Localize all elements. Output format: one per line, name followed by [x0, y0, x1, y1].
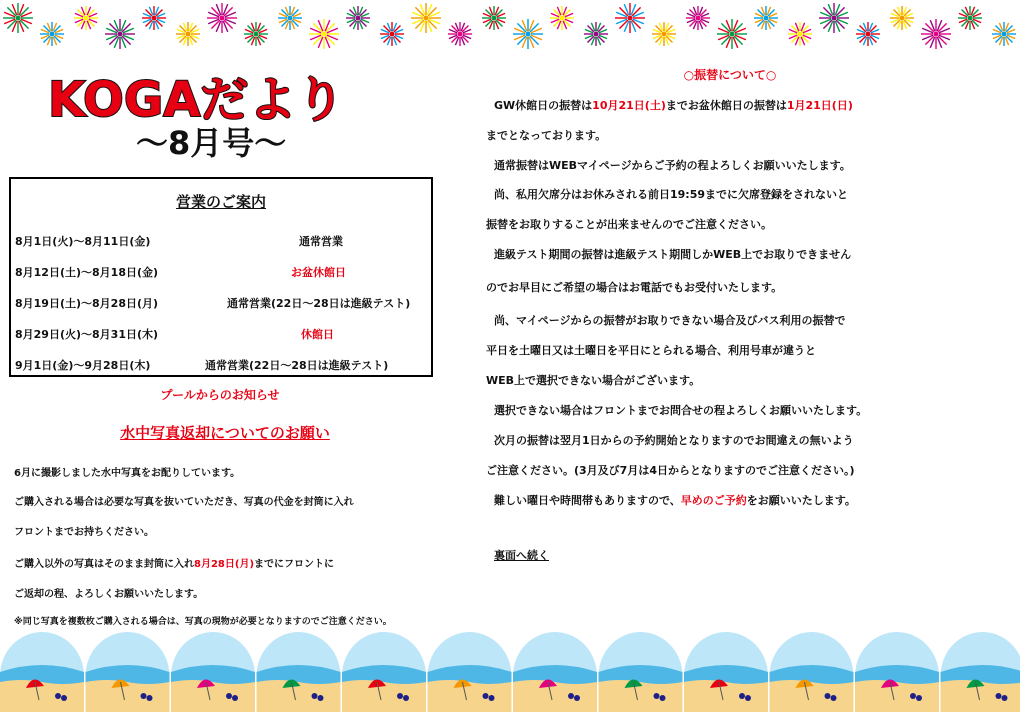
firework-icon: [482, 6, 506, 30]
beach-scene-icon: [513, 632, 597, 712]
firework-icon: [754, 6, 778, 30]
beach-scene-icon: [941, 632, 1020, 712]
firework-icon: [615, 3, 645, 33]
transfer-segment: をお願いいたします。: [746, 494, 856, 507]
transfer-heading: ○振替について○: [683, 68, 777, 82]
firework-icon: [717, 19, 747, 49]
firework-icon: [207, 3, 237, 33]
transfer-segment: 難しい曜日や時間帯もありますので、: [494, 494, 681, 507]
firework-icon: [890, 6, 914, 30]
photo-return-title: 水中写真返却についてのお願い: [120, 424, 330, 442]
firework-icon: [346, 6, 370, 30]
beach-scene-icon: [855, 632, 939, 712]
pool-note: ※同じ写真を複数枚ご購入される場合は、写真の現物が必要となりますのでご注意ください。: [14, 617, 392, 627]
transfer-segment: までお盆休館日の振替は: [665, 99, 787, 112]
firework-icon: [142, 6, 166, 30]
hours-status: 通常営業(22日〜28日は進級テスト): [227, 297, 411, 310]
fireworks-border: [0, 0, 1020, 62]
firework-icon: [819, 3, 849, 33]
pool-notice-heading: プールからのお知らせ: [160, 388, 280, 402]
hours-row: [15, 295, 427, 313]
beach-scene-icon: [86, 632, 170, 712]
beach-scene-icon: [257, 632, 341, 712]
firework-icon: [74, 6, 98, 30]
pool-text-line: ご返却の程、よろしくお願いいたします。: [14, 589, 204, 600]
beach-scene-icon: [428, 632, 512, 712]
firework-icon: [992, 22, 1016, 46]
hours-dates: 8月1日(火)〜8月11日(金): [15, 235, 151, 248]
firework-icon: [584, 22, 608, 46]
firework-icon: [309, 19, 339, 49]
firework-icon: [788, 22, 812, 46]
beach-scene-icon: [342, 632, 426, 712]
transfer-line: [494, 492, 856, 508]
hours-heading: 営業のご案内: [175, 193, 266, 211]
firework-icon: [448, 22, 472, 46]
transfer-line: ご注意ください。(3月及び7月は4日からとなりますのでご注意ください。): [486, 464, 855, 477]
firework-icon: [686, 6, 710, 30]
transfer-line: 次月の振替は翌月1日からの予約開始となりますのでお間違えの無いよう: [494, 434, 854, 447]
pool-text-line: ご購入される場合は必要な写真を抜いていただき、写真の代金を封筒に入れ: [14, 497, 354, 508]
beach-scene-icon: [770, 632, 854, 712]
transfer-line: 尚、私用欠席分はお休みされる前日19:59までに欠席登録をされないと: [494, 188, 849, 201]
transfer-line: 平日を土曜日又は土曜日を平日にとられる場合、利用号車が違うと: [486, 344, 816, 357]
beach-scene-icon: [684, 632, 768, 712]
firework-icon: [105, 19, 135, 49]
firework-icon: [550, 6, 574, 30]
beach-scene-icon: [599, 632, 683, 712]
early-reservation: 早めのご予約: [680, 494, 747, 507]
transfer-line: 進級テスト期間の振替は進級テスト期間しかWEB上でお取りできません: [494, 248, 852, 261]
transfer-line: までとなっております。: [486, 129, 607, 142]
hours-dates: 9月1日(金)〜9月28日(木): [15, 359, 151, 372]
beach-scene-icon: [171, 632, 255, 712]
hours-status: 通常営業: [299, 235, 343, 248]
hours-dates: 8月12日(土)〜8月18日(金): [15, 266, 159, 279]
pool-text-segment: までにフロントに: [254, 559, 335, 570]
beach-border: [0, 620, 1020, 712]
firework-icon: [856, 22, 880, 46]
business-hours-box: [9, 177, 433, 377]
firework-icon: [40, 22, 64, 46]
beach-scene-icon: [0, 632, 84, 712]
transfer-line: 選択できない場合はフロントまでお問合せの程よろしくお願いいたします。: [494, 404, 868, 417]
transfer-line: WEB上で選択できない場合がございます。: [486, 374, 701, 387]
pool-text-segment: ご購入以外の写真はそのまま封筒に入れ: [14, 559, 194, 570]
firework-icon: [176, 22, 200, 46]
hours-dates: 8月19日(土)〜8月28日(月): [15, 297, 159, 310]
return-deadline: 8月28日(月): [194, 559, 255, 570]
hours-row: [15, 357, 427, 375]
firework-icon: [958, 6, 982, 30]
title-sub: 〜8月号〜: [136, 124, 287, 162]
pool-text-line: フロントまでお持ちください。: [14, 527, 154, 538]
obon-deadline: 1月21日(日): [786, 99, 853, 112]
firework-icon: [3, 3, 33, 33]
firework-icon: [278, 6, 302, 30]
transfer-line: 通常振替はWEBマイページからご予約の程よろしくお願いいたします。: [494, 159, 851, 172]
hours-row: [15, 326, 427, 344]
firework-icon: [513, 19, 543, 49]
continued-on-back: 裏面へ続く: [494, 549, 549, 562]
hours-dates: 8月29日(火)〜8月31日(木): [15, 328, 159, 341]
transfer-line: 振替をお取りすることが出来ませんのでご注意ください。: [486, 218, 772, 231]
transfer-segment: GW休館日の振替は: [494, 99, 593, 112]
pool-text-line: 6月に撮影しました水中写真をお配りしています。: [14, 468, 241, 479]
firework-icon: [244, 22, 268, 46]
transfer-line: 尚、マイページからの振替がお取りできない場合及びバス利用の振替で: [494, 314, 846, 327]
firework-icon: [921, 19, 951, 49]
hours-status: お盆休館日: [291, 266, 346, 279]
firework-icon: [411, 3, 441, 33]
hours-status: 休館日: [301, 328, 334, 341]
pool-text-line: [14, 555, 334, 570]
hours-row: [15, 264, 427, 282]
title-main: KOGAだより: [48, 72, 345, 128]
gw-deadline: 10月21日(土): [592, 99, 666, 112]
hours-status: 通常営業(22日〜28日は進級テスト): [205, 359, 389, 372]
newsletter-title: [42, 66, 422, 162]
firework-icon: [380, 22, 404, 46]
transfer-line: のでお早目にご希望の場合はお電話でもお受付いたします。: [486, 281, 783, 294]
transfer-line: [494, 97, 853, 113]
hours-row: [15, 233, 427, 251]
firework-icon: [652, 22, 676, 46]
